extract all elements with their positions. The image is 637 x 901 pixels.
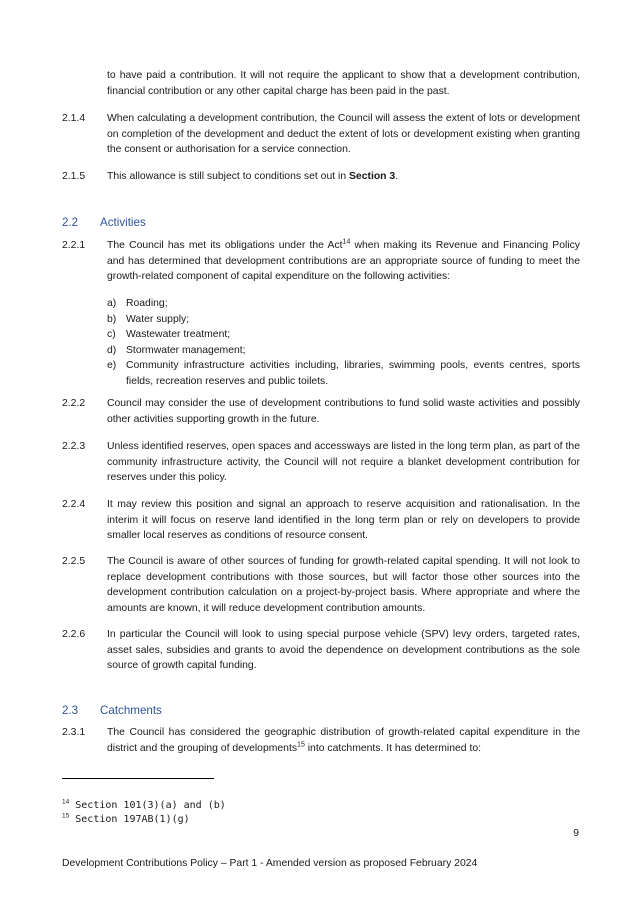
clause-text: Unless identified reserves, open spaces and accessways are listed in the long term plan, as part of the community infrastructure activity, the Council will not require a blanket development contribution for reserves under this policy.	[107, 441, 580, 484]
clause-number: 2.3.1	[62, 727, 86, 738]
clause-2-1-5	[62, 169, 580, 185]
heading-title: Catchments	[100, 704, 162, 717]
heading-number: 2.3	[62, 704, 79, 717]
page-number: 9	[573, 828, 579, 839]
list-text: Wastewater treatment;	[126, 329, 231, 341]
clause-2-2-3	[62, 439, 580, 486]
list-text: Community infrastructure activities including, libraries, swimming pools, events centres, sports fields, recreation reserves and public toilets.	[126, 360, 580, 387]
footnote-ref-14[interactable]: 14	[342, 238, 351, 246]
list-text: Water supply;	[126, 313, 190, 325]
list-item	[107, 358, 580, 389]
continued-paragraph: to have paid a contribution. It will not require the applicant to show that a development contribution, financial contribution or any other capital charge has been paid in the past.	[107, 70, 580, 97]
section-heading-2-2	[62, 216, 146, 229]
clause-text-part: into catchments. It has determined to:	[304, 742, 481, 754]
clause-text-part: .	[395, 171, 399, 182]
clause-text-part: when making its Revenue and Financing Policy and has determined that development contributions are an appropriate source of funding to meet the growth-related component of capital expenditure on the following activities:	[107, 240, 580, 283]
clause-text	[107, 725, 580, 756]
list-label: b)	[107, 313, 117, 325]
clause-number: 2.2.1	[62, 240, 86, 251]
clause-text	[107, 169, 580, 185]
list-label: a)	[107, 298, 117, 309]
clause-text	[107, 238, 580, 285]
clause-text: It may review this position and signal an approach to reserve acquisition and rationalisation. In the interim it will focus on reserve land identified in the long term plan or rely on developers to provide smaller local reserves as conditions of resource consent.	[107, 499, 580, 542]
heading-title: Activities	[100, 216, 146, 229]
clause-text-part: This allowance is still subject to conditions set out in	[107, 171, 349, 182]
footnote-14	[62, 799, 226, 812]
clause-number: 2.2.5	[62, 556, 86, 567]
list-item	[107, 296, 580, 312]
clause-2-3-1	[62, 725, 580, 756]
clause-number: 2.1.4	[62, 113, 86, 124]
activity-list	[107, 296, 580, 390]
page-footer: Development Contributions Policy – Part 1 - Amended version as proposed February 2024	[62, 858, 478, 869]
clause-number: 2.1.5	[62, 171, 86, 182]
footnote-15	[62, 813, 190, 826]
list-text: Stormwater management;	[126, 344, 246, 356]
clause-text: Council may consider the use of development contributions to fund solid waste activities and possibly other activities supporting growth in the future.	[107, 398, 580, 425]
clause-text-part: The Council has considered the geographic distribution of growth-related capital expenditure in the district and the grouping of developments	[107, 727, 580, 754]
list-text: Roading;	[126, 298, 168, 309]
clause-number: 2.2.4	[62, 499, 86, 510]
clause-text: In particular the Council will look to using special purpose vehicle (SPV) levy orders, targeted rates, asset sales, subsidies and grants to avoid the dependence on development contributions as the sole source of growth capital funding.	[107, 629, 580, 672]
clause-text-part: The Council has met its obligations under the Act	[107, 240, 343, 251]
list-item	[107, 312, 580, 328]
clause-2-2-4	[62, 497, 580, 544]
section-heading-2-3	[62, 704, 162, 717]
footnote-ref-15[interactable]: 15	[297, 741, 305, 749]
footnote-number: 14	[62, 798, 70, 806]
clause-2-2-1	[62, 238, 580, 285]
clause-2-2-6	[62, 627, 580, 674]
footnote-text: Section 197AB(1)(g)	[75, 814, 190, 825]
clause-text: When calculating a development contribution, the Council will assess the extent of lots or development on completion of the development and deduct the extent of lots or development existing when granting the consent or authorisation for a service connection.	[107, 113, 580, 156]
footnote-number: 15	[62, 812, 70, 820]
clause-number: 2.2.3	[62, 441, 86, 452]
list-item	[107, 343, 580, 359]
list-label: e)	[107, 360, 117, 372]
list-label: c)	[107, 329, 116, 341]
heading-number: 2.2	[62, 216, 79, 229]
clause-number: 2.2.2	[62, 398, 86, 409]
clause-2-2-5	[62, 554, 580, 616]
clause-text: The Council is aware of other sources of funding for growth-related capital spending. It will not look to replace development contributions with those sources, but will factor those other sources into the development contribution calculation on a project-by-project basis. Where appropriate and where the amounts are known, it will reduce development contribution amounts.	[107, 556, 580, 614]
list-item	[107, 327, 580, 343]
footnote-divider	[62, 778, 214, 779]
section-3-link[interactable]: Section 3	[349, 171, 396, 182]
clause-2-1-4	[62, 111, 580, 158]
clause-number: 2.2.6	[62, 629, 86, 640]
clause-2-2-2	[62, 396, 580, 427]
footnote-text: Section 101(3)(a) and (b)	[75, 800, 226, 811]
list-label: d)	[107, 344, 117, 356]
